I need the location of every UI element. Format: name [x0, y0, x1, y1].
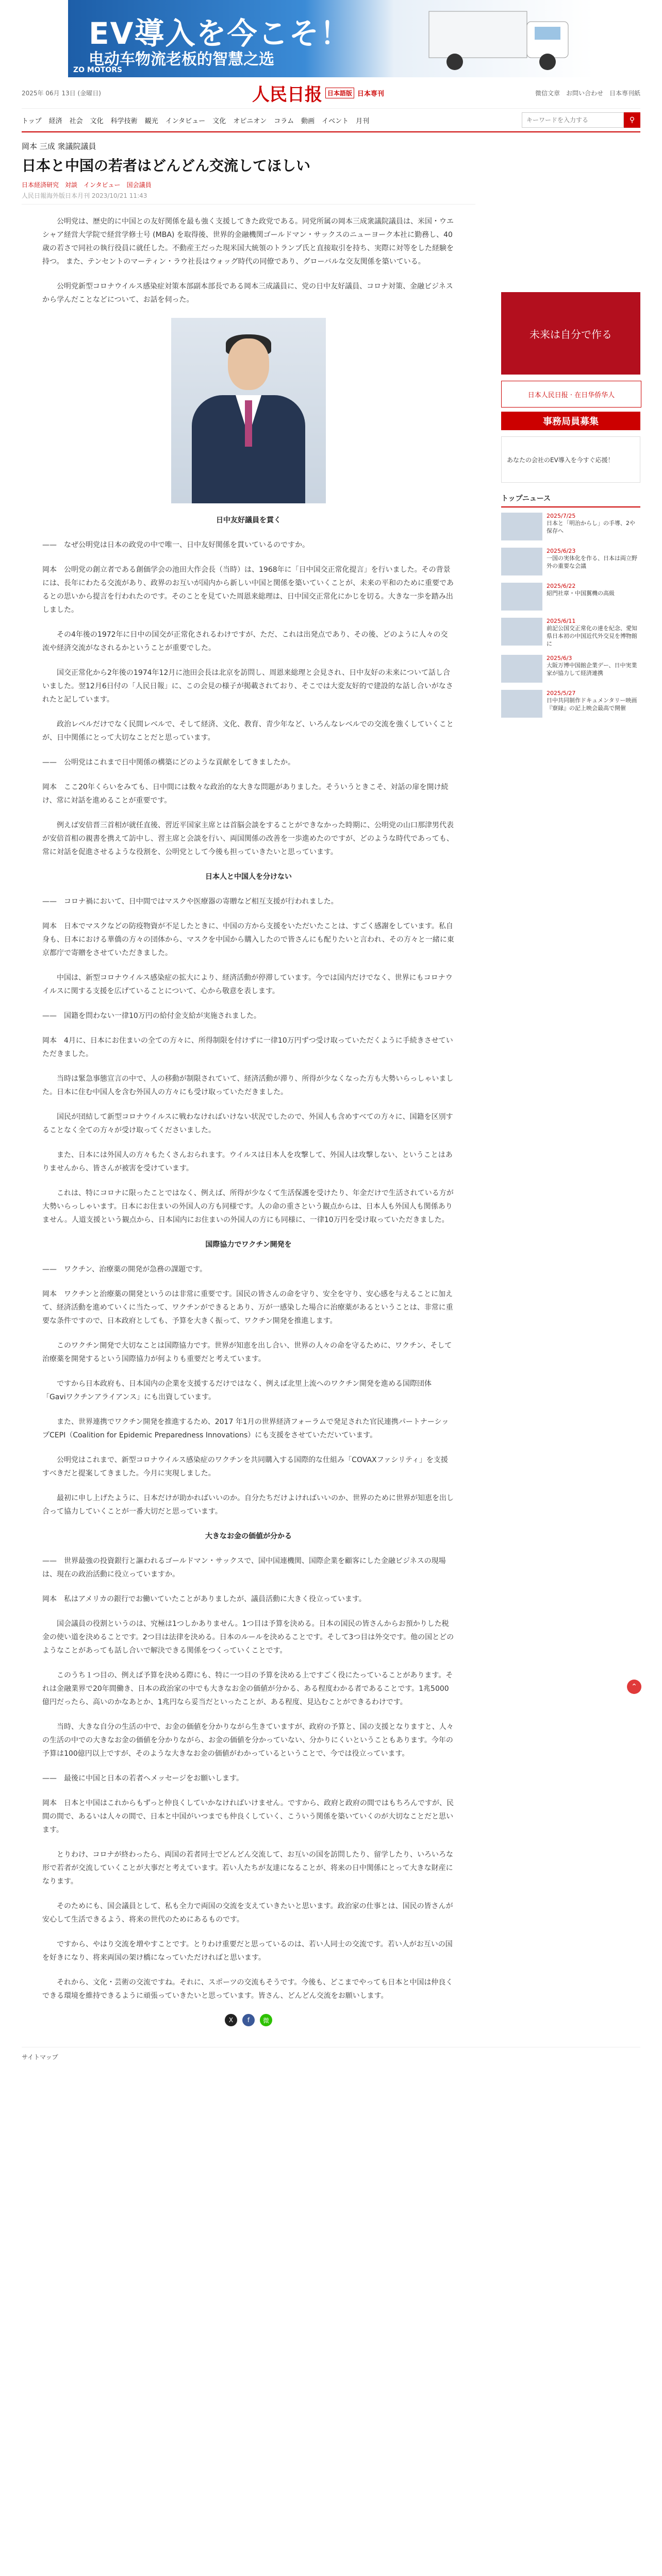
- paragraph: ですから日本政府も、日本国内の企業を支援するだけではなく、例えば北里上流へのワクチン開発を進める国際団体「Gaviワクチンアライアンス」にも出資しています。: [42, 1380, 432, 1401]
- search-icon: ⚲: [629, 116, 635, 124]
- article-source-line: 人民日報海外版日本月刊 2023/10/21 11:43: [22, 191, 475, 205]
- paragraph: —— コロナ禍において、日中間ではマスクや医療器の寄贈など相互支援が行われました。: [42, 897, 338, 906]
- header-link-wechat[interactable]: 微信文章: [535, 89, 560, 97]
- back-to-top-button[interactable]: [627, 1680, 641, 1694]
- news-item[interactable]: [501, 548, 640, 575]
- paragraph: —— ワクチン、治療薬の開発が急務の課題です。: [42, 1265, 207, 1274]
- paragraph: —— なぜ公明党は日本の政党の中で唯一、日中友好関係を貫いているのですか。: [42, 541, 309, 549]
- news-date: 2025/6/22: [547, 583, 576, 589]
- main-area: [22, 132, 640, 2047]
- logo-text: 人民日报: [252, 84, 322, 105]
- paragraph: これは、特にコロナに限ったことではなく、例えば、所得が少なくて生活保護を受けたり、年金だけで生活されている方が大勢いらっしゃいます。日本にお住まいの外国人の方も同様です。人の命の重さという観点からは、日本人も外国人も関係ありません。人道支援という観点から、日本国内にお住まいの外国人の方にも同様に、一律10万円を受け取っていただきました。: [42, 1189, 454, 1224]
- paragraph: 岡本 私はアメリカの銀行でお働いていたことがありましたが、議員活動に大きく役立っています。: [42, 1595, 366, 1603]
- meta-source[interactable]: 日本経済研究: [22, 181, 59, 189]
- truck-image: [424, 6, 578, 73]
- nav-item[interactable]: 科学技術: [110, 117, 138, 125]
- nav-item[interactable]: 文化: [90, 117, 104, 125]
- paragraph: 国交正常化から2年後の1974年12月に池田会長は北京を訪問し、周恩来総理と会見され、日中友好の未来について話し合いました。翌12月6日付の「人民日報」に、この会見の様子が掲載されており、そこでは大変友好的で建設的な話し合いがなされたと記しています。: [42, 669, 453, 704]
- logo-sub: 日本専刊: [357, 90, 384, 98]
- news-date: 2025/5/27: [547, 690, 576, 697]
- paragraph: ですから、やはり交流を増やすことです。とりわけ重要だと思っているのは、若い人同士の交流です。若い人がお互いの国を好きになり、将来両国の架け橋になっていただければと思います。: [42, 1940, 453, 1962]
- search-button[interactable]: [624, 112, 640, 128]
- news-item[interactable]: [501, 583, 640, 611]
- wechat-share-icon[interactable]: 微: [260, 2014, 272, 2026]
- paragraph: 国民が団結して新型コロナウイルスに戦わなければいけない状況でしたので、外国人も含めすべての方々に、国籍を区別することなく全ての方々が受け取ってくださいました。: [42, 1113, 453, 1134]
- article-body: [22, 205, 475, 2003]
- paragraph: そのためにも、国会議員として、私も全力で両国の交流を支えていきたいと思います。政治家の仕事とは、国民の皆さんが安心して生活できるよう、将来の世代のためにあるものです。: [42, 1902, 453, 1924]
- news-thumbnail: [501, 655, 542, 683]
- paragraph: 例えば安倍晋三首相が就任直後、習近平国家主席とは首脳会談をすることができなかった時期に、公明党の山口那津男代表が安倍首相の親書を携えて訪中し、習主席と会談を行い、両国関係の改善を一歩進めたのですが、どのような時代であっても、常に対話を促進させるような役割を、公明党として今後も担っていきたいと思っています。: [42, 821, 454, 856]
- sidebar-ad-ev[interactable]: あなたの会社のEV導入を今すぐ応援！: [501, 436, 640, 483]
- nav-item[interactable]: 動画: [301, 117, 315, 125]
- paragraph: 公明党新型コロナウイルス感染症対策本部副本部長である岡本三成議員に、党の日中友好議員、コロナ対策、金融ビジネスから学んだことなどについて、お話を伺った。: [42, 282, 453, 304]
- paragraph: その4年後の1972年に日中の国交が正常化されるわけですが、ただ、これは出発点であり、その後、どのように人々の交流や経済交流がなされるかということが重要でした。: [42, 631, 448, 652]
- chevron-up-icon: ⌃: [631, 1683, 637, 1691]
- paragraph: このワクチン開発で大切なことは国際協力です。世界が知恵を出し合い、世界の人々の命を守るために、ワクチン、そして治療薬を開発するという国際協力が何よりも重要だと考えています。: [42, 1342, 452, 1363]
- news-thumbnail: [501, 618, 542, 646]
- nav-item[interactable]: コラム: [274, 117, 294, 125]
- search-input[interactable]: [522, 112, 624, 128]
- paragraph: 最初に申し上げたように、日本だけが助かればいいのか。自分たちだけよければいいのか、世界のために世界が知恵を出し合って協力していくことが一番大切だと思っています。: [42, 1494, 454, 1516]
- paragraph: 公明党は、歴史的に中国との友好関係を最も強く支援してきた政党である。同党所属の岡本三成衆議院議員は、米国・ウエシャア経営大学院で経営学修士号 (MBA) を取得後、世界的金融機関ゴールドマン・サックスのニューヨーク本社に勤務し、40歳の若さで同社の執行役員に就任した。不動産王だった現米国大統領のトランプ氏と直接取引を持ち、実際に対等をした経験を持つ。 また、テンセントのマーティン・ラウ社長はウォッグ時代の同僚であり、グローバルな交友関係を築いている。: [42, 217, 454, 266]
- news-title: 前記公国交正常化の達を紀念、愛知県日本初の中国近代外交見を博物館に: [547, 625, 637, 647]
- nav-item[interactable]: イベント: [322, 117, 349, 125]
- sidebar: [501, 132, 640, 2047]
- paragraph: 当時は緊急事態宣言の中で、人の移動が制限されていて、経済活動が滞り、所得が少なくなった方も大勢いらっしゃいました。日本に住む中国人を含む外国人の方々にも受け取っていただきました。: [42, 1075, 454, 1096]
- news-title: 紹門社章・中国翼機の高級: [547, 590, 615, 597]
- logo-badge: 日本語版: [325, 88, 354, 98]
- paragraph: —— 最後に中国と日本の若者へメッセージをお願いします。: [42, 1774, 244, 1783]
- news-thumbnail: [501, 690, 542, 718]
- paragraph: 岡本 日本でマスクなどの防疫物資が不足したときに、中国の方から支援をいただいたことは、すごく感謝をしています。私自身も、日本における華僑の方々の団体から、マスクを中国から購入したので皆さんにも配りたいと言われ、その方々と一緒に東京都庁で寄贈をさせていただきました。: [42, 922, 454, 957]
- article-author: 岡本 三成 衆議院議員: [22, 142, 96, 151]
- paragraph: 中国は、新型コロナウイルス感染症の拡大により、経済活動が停滞しています。今では国内だけでなく、世界にもコロナウイルスに関する支援を広げていることについて、心から敬意を表します。: [42, 974, 453, 995]
- paragraph: 岡本 日本と中国はこれからもずっと仲良くしていかなければいけません。ですから、政府と政府の間ではもちろんですが、民間の間で、あるいは人々の間で、日本と中国がいつまでも仲良くしていく、こういう関係を築いていくのが大切なことだと思います。: [42, 1799, 454, 1834]
- news-title: 一国の実体化を作る、日本は両立野外の重要な会議: [547, 555, 637, 569]
- nav-item[interactable]: 社会: [69, 117, 83, 125]
- section-heading: 国際協力でワクチン開発を: [205, 1241, 292, 1249]
- header-links: [535, 89, 640, 97]
- news-date: 2025/6/3: [547, 655, 572, 662]
- share-bar: [22, 2014, 475, 2026]
- site-header: [22, 77, 640, 109]
- meta-tag[interactable]: 国会議員: [126, 181, 152, 189]
- section-heading: 日本人と中国人を分けない: [205, 873, 292, 881]
- facebook-share-icon[interactable]: f: [242, 2014, 255, 2026]
- nav-item[interactable]: オピニオン: [233, 117, 267, 125]
- header-date: 2025年 06月 13日 (金曜日): [22, 89, 101, 97]
- article-meta: [22, 180, 475, 189]
- section-heading: 大きなお金の価値が分かる: [205, 1532, 292, 1540]
- section-heading: 日中友好議員を貫く: [216, 516, 281, 524]
- header-link-paper[interactable]: 日本専刊紙: [609, 89, 640, 97]
- paragraph: —— 世界最強の投資銀行と謳われるゴールドマン・サックスで、国中国連機関、国際企業を顧客にした金融ビジネスの現場は、現在の政治活動に役立っていますか。: [42, 1557, 446, 1579]
- paragraph: 岡本 公明党の創立者である創価学会の池田大作会長（当時）は、1968年に「日中国交正常化提言」を行いました。その背景には、長年にわたる交流があり、政界のお互いが国内から新しい中国と関係を築いていくことが、未来の平和のために重要であるとの思いから提言を行われたのです。そのことを見ていた周恩来総理は、日中国交正常化にかじを切る。大きな一歩を踏み出しました。: [42, 566, 454, 614]
- news-title: 日中共同制作ドキュメンタリー映画『寮縁』の記上映会最高で開催: [547, 697, 637, 711]
- paragraph: 岡本 ワクチンと治療薬の開発というのは非常に重要です。国民の皆さんの命を守り、安全を守り、安心感を与えることに加えて、経済活動を進めていくに当たって、ワクチンができるとあり、万が一感染した場合に治療薬があるということは、非常に重要な条件ですので、日本政府としても、予算を大きく振って、ワクチン開発を推進します。: [42, 1290, 453, 1325]
- news-date: 2025/6/23: [547, 548, 576, 554]
- banner-subtitle: 电动车物流老板的智慧之选: [89, 50, 274, 69]
- paragraph: 国会議員の役割というのは、究極は1つしかありません。1つ目は予算を決める。日本の国民の皆さんからお預かりした税金の使い道を決めることです。2つ目は法律を決める。日本のルールを決めることです。そして3つ目は外交です。他の国とどのようなことがあっても話し合いで解決できる関係をつくっていくことです。: [42, 1620, 454, 1655]
- paragraph: —— 公明党はこれまで日中関係の構築にどのような貢献をしてきましたか。: [42, 758, 295, 767]
- news-item[interactable]: [501, 655, 640, 683]
- paragraph: 岡本 4月に、日本にお住まいの全ての方々に、所得制限を付けずに一律10万円ずつ受け取っていただくように手続きさせていただきました。: [42, 1037, 453, 1058]
- paragraph: 岡本 ここ20年くらいをみても、日中間には数々な政治的な大きな問題がありました。そういうときこそ、対話の扉を開け続け、常に対話を進めることが重要です。: [42, 783, 449, 805]
- nav-item[interactable]: インタビュー: [165, 117, 206, 125]
- news-item[interactable]: [501, 513, 640, 540]
- nav-item[interactable]: 経済: [48, 117, 62, 125]
- news-date: 2025/6/11: [547, 618, 576, 624]
- sidebar-ad-future[interactable]: 未来は自分で作る: [501, 292, 640, 375]
- news-thumbnail: [501, 583, 542, 611]
- paragraph: 当時、大きな自分の生活の中で、お金の価値を分かりながら生きていますが、政府の予算と、国の支援となりますと、人々の生活の中での大きなお金の価値を分かりながら、お金の価値を分かっていない、分かりにくいということもあります。今年の予算は100億円以上ですが、そのような大きなお金の価値がわかっているということで、今では役立っています。: [42, 1723, 454, 1758]
- news-date: 2025/7/25: [547, 513, 576, 519]
- banner-brand: ZO MOTORS: [73, 66, 123, 74]
- paragraph: また、日本には外国人の方々もたくさんおられます。ウイルスは日本人を攻撃して、外国人は攻撃しない、ということはありませんから、皆さんが被害を受けています。: [42, 1151, 453, 1173]
- header-link-contact[interactable]: お問い合わせ: [566, 89, 603, 97]
- ad-banner-wrap: [0, 0, 662, 77]
- paragraph: 公明党はこれまで、新型コロナウイルス感染症のワクチンを共同購入する国際的な仕組み「COVAXファシリティ」を支援すべきだと提案してきました。今月に実現しました。: [42, 1456, 448, 1478]
- nav-item[interactable]: 観光: [144, 117, 158, 125]
- news-thumbnail: [501, 548, 542, 575]
- paragraph: 政治レベルだけでなく民間レベルで、そして経済、文化、教育、青少年など、いろんなレベルでの交流を強くしていくことが、日中関係にとって大切なことだと思っています。: [42, 720, 454, 742]
- paragraph: とりわけ、コロナが終わったら、両国の若者同士でどんどん交流して、お互いの国を訪問したり、留学したり、いろいろな形で若者が交流していくことが大事だと考えています。若い人たちが友達になることが、将来の日中関係にとって大きな財産になります。: [42, 1851, 454, 1886]
- main-nav: [22, 109, 640, 132]
- paragraph: また、世界連携でワクチン開発を推進するため、2017 年1月の世界経済フォーラムで発足された官民連携パートナーシップCEPI（Coalition for Epidemic Preparedness Innovations）にも支援をさせていただいています。: [42, 1418, 449, 1439]
- article-content: [22, 132, 475, 2047]
- news-title: 日本と「明治からし」の手導、2や保存へ: [547, 520, 635, 534]
- sidebar-ad-recruit[interactable]: 事務局員募集: [501, 412, 640, 430]
- news-thumbnail: [501, 513, 542, 540]
- article-title: 日本と中国の若者はどんどん交流してほしい: [22, 157, 311, 174]
- paragraph: —— 国籍を問わない一律10万円の給付金支給が実施されました。: [42, 1012, 261, 1020]
- footer-sitemap-link[interactable]: サイトマップ: [22, 2047, 640, 2066]
- nav-item[interactable]: 文化: [212, 117, 226, 125]
- sidebar-section-title: トップニュース: [501, 493, 640, 507]
- x-share-icon[interactable]: X: [225, 2014, 237, 2026]
- paragraph: このうち１つ目の、例えば予算を決める際にも、特に一つ目の予算を決める上ですごく役にたっていることがあります。それは金融業界で20年間働き、日本の政治家の中でも大きなお金の価値が分かる、ある程度わかる者であることです。1兆5000億円だったら、高いのかなあとか、1兆円なら妥当だといったことが、ある程度、見込むことができるわけです。: [42, 1671, 453, 1706]
- news-item[interactable]: [501, 690, 640, 718]
- meta-tag[interactable]: 対談: [65, 181, 78, 189]
- news-title: 大阪万博中国館企業デー、日中実業家が協力して経済連携: [547, 662, 637, 676]
- banner-title: EV導入を今こそ！: [89, 16, 351, 51]
- paragraph: それから、文化・芸術の交流ですね。それに、スポーツの交流もそうです。今後も、どこまでやっても日本と中国は仲良くできる環境を維持できるように頑張っていきたいと思っています。皆さん、どんどん交流をお願いします。: [42, 1978, 453, 2000]
- news-item[interactable]: [501, 618, 640, 648]
- site-logo[interactable]: [252, 80, 384, 106]
- nav-item[interactable]: 月刊: [356, 117, 370, 125]
- sidebar-ad-japan[interactable]: 日本人民日报 · 在日华侨华人: [501, 381, 641, 408]
- nav-item[interactable]: トップ: [22, 117, 42, 125]
- meta-tag[interactable]: インタビュー: [84, 181, 121, 189]
- ad-banner[interactable]: [68, 0, 594, 77]
- portrait-photo: [171, 318, 326, 503]
- search-box: [522, 112, 640, 128]
